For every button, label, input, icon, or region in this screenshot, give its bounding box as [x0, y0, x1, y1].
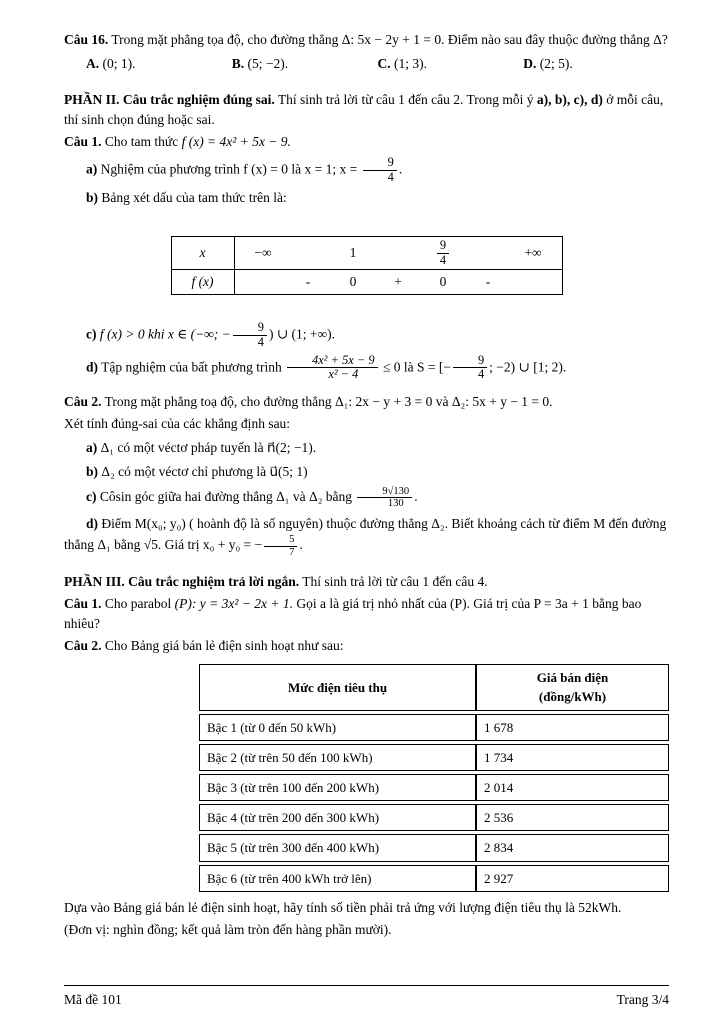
part2-q2-intro2-text: Xét tính đúng-sai của các khẳng định sau:	[64, 416, 291, 431]
fraction-denominator: x² − 4	[328, 367, 359, 382]
part2-q2-item-d	[64, 514, 669, 558]
page-footer	[64, 985, 669, 1010]
part3-q1-math: (P): y = 3x² − 2x + 1.	[174, 596, 293, 612]
sign-3: +	[394, 274, 402, 290]
fraction-9-4	[233, 321, 267, 349]
item-d-mid: ≤ 0 là S = [−	[382, 358, 451, 374]
sign-5: -	[485, 274, 491, 290]
part2-heading	[64, 90, 669, 130]
x-neg-infinity: −∞	[254, 245, 272, 261]
question-16-label: Câu 16.	[64, 32, 109, 47]
item-c-label: c)	[86, 326, 97, 342]
part2-q2-item-b	[64, 462, 669, 482]
price-cell: 2 834	[476, 834, 669, 861]
part3-question-1	[64, 594, 669, 634]
sign-2: 0	[349, 274, 357, 290]
question-16	[64, 30, 669, 50]
price-header-line2: (đồng/kWh)	[538, 689, 607, 705]
fx-symbol: f (x)	[191, 274, 214, 290]
fraction-numerator: 9	[233, 321, 267, 336]
option-d-text: (2; 5).	[539, 55, 573, 71]
fraction-9-4	[453, 354, 487, 382]
item-b-label: b)	[86, 463, 99, 479]
x-root-1: 1	[349, 245, 357, 261]
sign-table-x-header	[171, 237, 234, 270]
part2-items-bold: a), b), c), d)	[536, 91, 603, 107]
item-d-label: d)	[86, 516, 99, 532]
part2-q1-item-c	[64, 321, 669, 349]
option-d-label: D.	[523, 55, 537, 71]
price-cell: 1 734	[476, 744, 669, 771]
option-a-text: (0; 1).	[102, 55, 136, 71]
item-b-text: Δ₂ có một véctơ chỉ phương là u⃗(5; 1)	[101, 463, 308, 479]
item-c-post: ) ∪ (1; +∞).	[269, 326, 336, 342]
fraction-cosine	[357, 486, 412, 510]
price-table-header-tier: Mức điện tiêu thụ	[199, 664, 476, 710]
sign-table-fx-header	[171, 270, 234, 295]
item-d-text: Tập nghiệm của bất phương trình	[101, 358, 282, 374]
fraction-denominator: 130	[387, 498, 404, 510]
item-c-text: f (x) > 0 khi x ∈ (−∞; −	[99, 326, 231, 342]
fraction-numerator: 9	[453, 354, 487, 369]
fraction-numerator: 9√130	[357, 486, 412, 499]
part3-heading	[64, 572, 669, 592]
part3-q1-label: Câu 1.	[64, 596, 102, 612]
closing-text-1: Dựa vào Bảng giá bán lẻ điện sinh hoạt, hãy tính số tiền phải trả ứng với lượng điện tiêu thụ là 52kWh.	[64, 899, 622, 915]
root-numerator: 9	[437, 239, 449, 254]
price-table-header-row	[199, 664, 669, 710]
root-denominator: 4	[439, 252, 447, 267]
exam-code: Mã đề 101	[64, 992, 122, 1008]
item-b-text: Bảng xét dấu của tam thức trên là:	[101, 190, 287, 206]
question-16-options	[64, 54, 669, 74]
question-16-text: Trong mặt phẳng tọa độ, cho đường thẳng Δ: 5x − 2y + 1 = 0. Điểm nào sau đây thuộc đường thẳng Δ?	[111, 32, 668, 47]
part2-question-2	[64, 392, 669, 412]
price-table	[199, 661, 669, 895]
part2-instructions-2: ở mỗi câu, thí sinh chọn đúng hoặc sai.	[64, 91, 664, 127]
part2-q1-polynomial: f (x) = 4x² + 5x − 9.	[181, 133, 291, 149]
item-d-label: d)	[86, 358, 99, 374]
closing-text-2: (Đơn vị: nghìn đồng; kết quả làm tròn đến hàng phần mười).	[64, 921, 392, 937]
item-a-label: a)	[86, 439, 98, 455]
part2-q1-label: Câu 1.	[64, 133, 102, 149]
price-table-header-price	[476, 664, 669, 710]
closing-line-1	[64, 898, 669, 918]
tier-cell: Bậc 5 (từ trên 300 đến 400 kWh)	[199, 834, 476, 861]
option-c-text: (1; 3).	[394, 55, 427, 71]
fraction-denominator: 4	[477, 367, 485, 382]
x-pos-infinity: +∞	[524, 245, 542, 261]
item-d-post: .	[299, 537, 303, 553]
part2-title: PHẦN II. Câu trắc nghiệm đúng sai.	[64, 91, 275, 107]
fraction-5-7	[264, 534, 297, 558]
sign-table-fx-values	[234, 270, 562, 295]
fraction-numerator: 5	[264, 534, 297, 547]
option-d	[523, 54, 669, 74]
part3-instructions: Thí sinh trả lời từ câu 1 đến câu 4.	[302, 574, 488, 590]
option-a	[86, 54, 232, 74]
item-a-text: Δ₁ có một véctơ pháp tuyến là n⃗(2; −1).	[100, 439, 317, 455]
x-symbol: x	[199, 245, 206, 261]
option-b-text: (5; −2).	[247, 55, 289, 71]
table-row	[199, 804, 669, 831]
item-c-label: c)	[86, 489, 97, 505]
part2-q1-intro: Cho tam thức	[104, 133, 179, 149]
option-b-label: B.	[231, 55, 245, 71]
part3-question-2	[64, 636, 669, 656]
part2-q2-item-a	[64, 438, 669, 458]
part3-q2-text: Cho Bảng giá bán lẻ điện sinh hoạt như sau:	[104, 638, 344, 654]
fraction-numerator: 9	[363, 156, 397, 171]
part2-q1-item-a	[64, 156, 669, 184]
part2-q2-intro: Trong mặt phẳng toạ độ, cho đường thẳng Δ₁: 2x − y + 3 = 0 và Δ₂: 5x + y − 1 = 0.	[104, 394, 553, 410]
tier-cell: Bậc 1 (từ 0 đến 50 kWh)	[199, 714, 476, 741]
price-cell: 1 678	[476, 714, 669, 741]
sign-table-x-row	[171, 237, 562, 270]
fraction-9-4	[363, 156, 397, 184]
sign-1: -	[305, 274, 311, 290]
tier-cell: Bậc 2 (từ trên 50 đến 100 kWh)	[199, 744, 476, 771]
item-c-text: Côsin góc giữa hai đường thẳng Δ₁ và Δ₂ bằng	[99, 489, 353, 505]
item-d-text: Điểm M(x₀; y₀) ( hoành độ là số nguyên) thuộc đường thẳng Δ₂. Biết khoảng cách từ điểm M đến đường thẳng Δ₁ bằng √5. Giá trị x₀ + y₀ = −	[64, 516, 667, 553]
sign-table-x-values	[234, 237, 562, 270]
fraction-denominator: 4	[257, 335, 264, 350]
table-row	[199, 834, 669, 861]
sign-table-fx-row	[171, 270, 562, 295]
part2-q2-label: Câu 2.	[64, 394, 102, 410]
part2-q2-intro-2	[64, 414, 669, 434]
part3-title: PHẦN III. Câu trắc nghiệm trả lời ngắn.	[64, 574, 300, 590]
part2-q1-item-b	[64, 188, 669, 208]
table-row	[199, 865, 669, 892]
part3-q2-label: Câu 2.	[64, 638, 102, 654]
part3-q1-pre: Cho parabol	[104, 596, 172, 612]
table-row	[199, 744, 669, 771]
price-cell: 2 536	[476, 804, 669, 831]
part3-q1-post: Gọi a là giá trị nhỏ nhất của (P). Giá trị của P = 3a + 1 bằng bao nhiêu?	[64, 596, 642, 632]
table-row	[199, 714, 669, 741]
fraction-denominator: 7	[289, 546, 295, 558]
fraction-denominator: 4	[387, 169, 394, 184]
price-header-line1: Giá bán điện	[536, 670, 609, 686]
sign-table	[171, 236, 563, 295]
price-cell: 2 927	[476, 865, 669, 892]
option-c-label: C.	[377, 55, 391, 71]
part2-q2-item-c	[64, 486, 669, 510]
price-cell: 2 014	[476, 774, 669, 801]
closing-line-2	[64, 920, 669, 940]
item-b-label: b)	[86, 190, 99, 206]
part2-question-1	[64, 132, 669, 152]
part2-q1-item-d	[64, 354, 669, 382]
item-d-post: ; −2) ∪ [1; 2).	[489, 358, 567, 374]
fraction-numerator: 4x² + 5x − 9	[287, 354, 378, 369]
item-a-post: .	[398, 161, 403, 177]
fraction-rational	[287, 354, 378, 382]
option-c	[378, 54, 524, 74]
tier-cell: Bậc 4 (từ trên 200 đến 300 kWh)	[199, 804, 476, 831]
option-a-label: A.	[86, 55, 100, 71]
sign-4: 0	[439, 274, 447, 290]
tier-cell: Bậc 6 (từ trên 400 kWh trở lên)	[199, 865, 476, 892]
tier-cell: Bậc 3 (từ trên 100 đến 200 kWh)	[199, 774, 476, 801]
item-c-post: .	[414, 489, 418, 505]
table-row	[199, 774, 669, 801]
part2-instructions-1: Thí sinh trả lời từ câu 1 đến câu 2. Trong mỗi ý	[277, 91, 534, 107]
x-root-9-4	[437, 239, 449, 267]
page-number: Trang 3/4	[616, 992, 669, 1008]
item-a-label: a)	[86, 161, 98, 177]
item-a-text: Nghiệm của phương trình f (x) = 0 là x = 1; x =	[100, 161, 358, 177]
option-b	[232, 54, 378, 74]
